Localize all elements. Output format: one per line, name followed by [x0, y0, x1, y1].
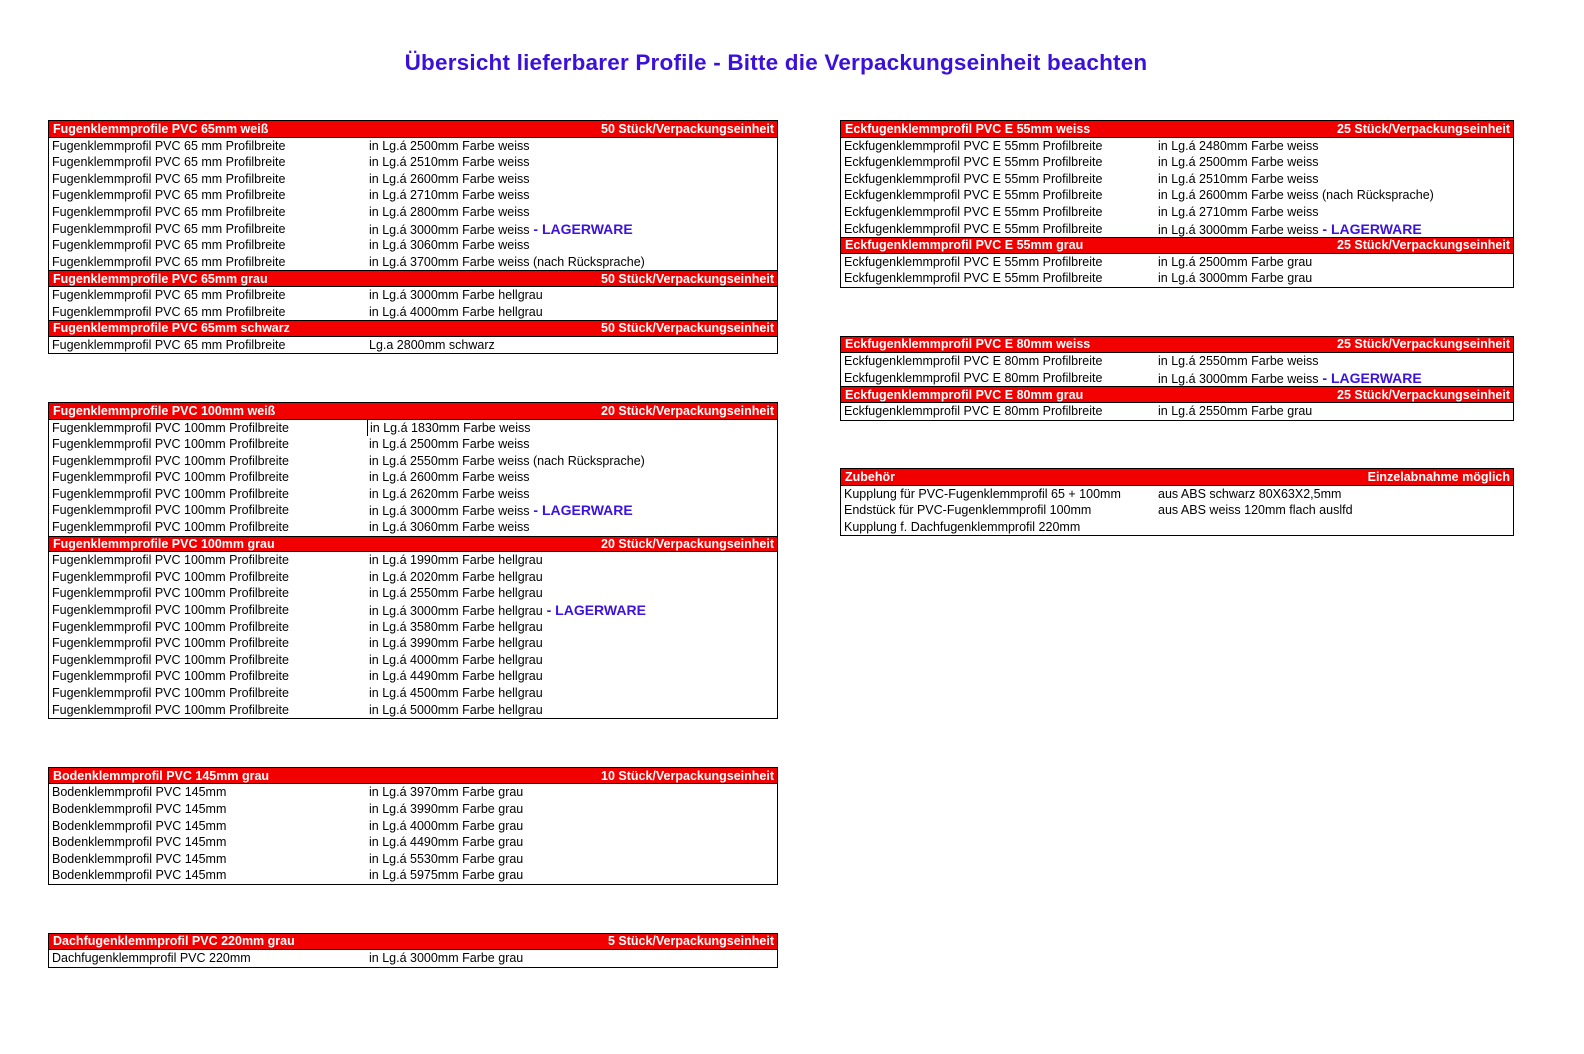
- row-length-color: [369, 304, 543, 321]
- section-title: Eckfugenklemmprofil PVC E 80mm grau: [845, 387, 1084, 402]
- row-description: Eckfugenklemmprofil PVC E 80mm Profilbreite: [844, 354, 1103, 369]
- row-length-color: [1158, 502, 1353, 519]
- row-length-color-text: in Lg.á 2510mm Farbe weiss: [369, 155, 530, 170]
- table-row: [49, 619, 777, 636]
- packaging-unit-label: 5 Stück/Verpackungseinheit: [607, 934, 774, 949]
- row-length-color-text: in Lg.á 2510mm Farbe weiss: [1158, 171, 1319, 186]
- row-length-color: [369, 436, 530, 453]
- row-description: Fugenklemmprofil PVC 100mm Profilbreite: [52, 702, 289, 717]
- table-row: [49, 237, 777, 254]
- row-description: Fugenklemmprofil PVC 65 mm Profilbreite: [52, 238, 286, 253]
- packaging-unit-label: 50 Stück/Verpackungseinheit: [601, 321, 774, 336]
- profile-table-group: [48, 402, 778, 719]
- row-length-color: [1158, 353, 1319, 370]
- table-row: [49, 702, 777, 719]
- row-length-color-text: in Lg.á 3000mm Farbe weiss: [1158, 222, 1319, 237]
- row-length-color-text: in Lg.á 3990mm Farbe hellgrau: [369, 636, 543, 651]
- packaging-unit-label: 10 Stück/Verpackungseinheit: [601, 768, 774, 783]
- packaging-unit-label: 25 Stück/Verpackungseinheit: [1337, 387, 1510, 402]
- row-description: Fugenklemmprofil PVC 65 mm Profilbreite: [52, 171, 286, 186]
- table-section: [49, 768, 777, 884]
- table-row: [49, 635, 777, 652]
- row-length-color-text: in Lg.á 2600mm Farbe weiss: [369, 470, 530, 485]
- profile-table-group: [48, 767, 778, 885]
- row-length-color-text: in Lg.á 5975mm Farbe grau: [369, 868, 524, 883]
- row-length-color: [369, 652, 543, 669]
- row-length-color: [369, 818, 523, 835]
- section-header: [49, 536, 777, 553]
- profile-table-group: [840, 336, 1514, 421]
- row-length-color: [369, 585, 543, 602]
- row-length-color: [369, 635, 543, 652]
- row-description: Dachfugenklemmprofil PVC 220mm: [52, 951, 251, 966]
- table-row: [49, 834, 777, 851]
- table-row: [49, 154, 777, 171]
- section-title: Fugenklemmprofile PVC 100mm grau: [53, 536, 275, 551]
- packaging-unit-label: 20 Stück/Verpackungseinheit: [601, 403, 774, 418]
- row-description: Fugenklemmprofil PVC 65 mm Profilbreite: [52, 204, 286, 219]
- row-description: Eckfugenklemmprofil PVC E 55mm Profilbreite: [844, 221, 1103, 236]
- profile-table-group: [840, 120, 1514, 288]
- row-description: Bodenklemmprofil PVC 145mm: [52, 801, 227, 816]
- page-title: Übersicht lieferbarer Profile - Bitte die Verpackungseinheit beachten: [404, 50, 1148, 75]
- row-description: Fugenklemmprofil PVC 65 mm Profilbreite: [52, 221, 286, 236]
- row-length-color-text: in Lg.á 4490mm Farbe hellgrau: [369, 669, 543, 684]
- row-length-color: [369, 171, 530, 188]
- row-length-color: [369, 204, 530, 221]
- row-description: Fugenklemmprofil PVC 100mm Profilbreite: [52, 553, 289, 568]
- row-description: Eckfugenklemmprofil PVC E 55mm Profilbreite: [844, 254, 1103, 269]
- row-length-color: [1158, 254, 1312, 271]
- profile-table-group: [48, 120, 778, 354]
- lagerware-flag: - LAGERWARE: [1318, 220, 1422, 237]
- row-length-color-text: in Lg.á 2020mm Farbe hellgrau: [369, 569, 543, 584]
- row-length-color: [369, 486, 530, 503]
- table-section: [841, 386, 1513, 419]
- lagerware-flag: - LAGERWARE: [529, 502, 633, 519]
- table-row: [49, 652, 777, 669]
- table-row: [49, 221, 777, 238]
- section-title: Fugenklemmprofile PVC 100mm weiß: [53, 403, 276, 418]
- row-length-color: [1158, 370, 1422, 387]
- row-description: Fugenklemmprofil PVC 65 mm Profilbreite: [52, 304, 286, 319]
- packaging-unit-label: 50 Stück/Verpackungseinheit: [601, 271, 774, 286]
- table-row: [841, 138, 1513, 155]
- row-length-color: [1158, 187, 1434, 204]
- row-length-color-text: in Lg.á 2710mm Farbe weiss: [369, 188, 530, 203]
- table-row: [49, 519, 777, 536]
- row-length-color: [369, 867, 523, 884]
- table-row: [841, 270, 1513, 287]
- row-description: Fugenklemmprofil PVC 100mm Profilbreite: [52, 686, 289, 700]
- row-description: Fugenklemmprofil PVC 100mm Profilbreite: [52, 437, 289, 452]
- row-length-color: [369, 519, 530, 536]
- row-length-color-text: in Lg.á 2600mm Farbe weiss: [369, 171, 530, 186]
- table-row: [841, 171, 1513, 188]
- row-length-color-text: in Lg.á 1990mm Farbe hellgrau: [369, 553, 543, 568]
- row-description: Fugenklemmprofil PVC 100mm Profilbreite: [52, 453, 289, 468]
- row-length-color-text: in Lg.á 2500mm Farbe weiss: [369, 138, 530, 153]
- row-length-color-text: in Lg.á 3580mm Farbe hellgrau: [369, 619, 543, 634]
- table-row: [841, 254, 1513, 271]
- table-row: [49, 851, 777, 868]
- row-length-color: [1158, 138, 1319, 155]
- row-length-color-text: in Lg.á 2550mm Farbe weiss: [1158, 354, 1319, 369]
- table-section: [841, 469, 1513, 535]
- table-section: [841, 337, 1513, 387]
- row-length-color-text: in Lg.á 3000mm Farbe weiss: [1158, 371, 1319, 386]
- table-row: [49, 254, 777, 271]
- row-description: Fugenklemmprofil PVC 65 mm Profilbreite: [52, 138, 286, 153]
- table-row: [49, 304, 777, 321]
- table-row: [49, 171, 777, 188]
- table-row: [49, 668, 777, 685]
- row-length-color-text: in Lg.á 3000mm Farbe weiss: [369, 222, 530, 237]
- section-header: [49, 320, 777, 337]
- section-title: Fugenklemmprofile PVC 65mm schwarz: [53, 321, 290, 336]
- row-length-color: [369, 851, 523, 868]
- row-description: Bodenklemmprofil PVC 145mm: [52, 868, 227, 883]
- table-row: [841, 370, 1513, 387]
- row-length-color: [369, 834, 523, 851]
- row-length-color-text: in Lg.á 2550mm Farbe weiss (nach Rücksprache): [369, 453, 645, 468]
- section-header: [841, 337, 1513, 354]
- row-length-color: [369, 685, 543, 702]
- right-table-column: [840, 120, 1514, 584]
- row-description: Fugenklemmprofil PVC 65 mm Profilbreite: [52, 254, 286, 269]
- row-length-color-text: in Lg.á 2500mm Farbe weiss: [369, 437, 530, 452]
- row-length-color-text: in Lg.á 2500mm Farbe grau: [1158, 254, 1313, 269]
- table-row: [841, 353, 1513, 370]
- section-header: [49, 934, 777, 951]
- table-row: [49, 801, 777, 818]
- row-description: Eckfugenklemmprofil PVC E 55mm Profilbreite: [844, 188, 1103, 203]
- row-description: Bodenklemmprofil PVC 145mm: [52, 851, 227, 866]
- row-length-color: [367, 420, 531, 437]
- table-row: [49, 453, 777, 470]
- row-length-color-text: in Lg.á 4490mm Farbe grau: [369, 835, 524, 850]
- row-description: Fugenklemmprofil PVC 100mm Profilbreite: [52, 503, 289, 518]
- row-description: Fugenklemmprofil PVC 65 mm Profilbreite: [52, 287, 286, 302]
- table-row: [49, 818, 777, 835]
- section-title: Zubehör: [845, 469, 895, 484]
- row-length-color: [369, 337, 495, 354]
- table-row: [841, 519, 1513, 536]
- table-section: [49, 536, 777, 719]
- row-length-color-text: in Lg.á 3000mm Farbe hellgrau: [369, 287, 543, 302]
- row-length-color-text: in Lg.á 4500mm Farbe hellgrau: [369, 686, 543, 700]
- table-section: [49, 121, 777, 270]
- row-length-color-text: in Lg.á 3700mm Farbe weiss (nach Rücksprache): [369, 254, 645, 269]
- table-row: [841, 154, 1513, 171]
- row-length-color-text: in Lg.á 2620mm Farbe weiss: [369, 486, 530, 501]
- row-length-color-text: in Lg.á 2480mm Farbe weiss: [1158, 138, 1319, 153]
- packaging-unit-label: 25 Stück/Verpackungseinheit: [1337, 337, 1510, 352]
- row-description: Fugenklemmprofil PVC 100mm Profilbreite: [52, 569, 289, 584]
- row-length-color: [369, 237, 530, 254]
- section-title: Fugenklemmprofile PVC 65mm weiß: [53, 121, 269, 136]
- table-section: [841, 121, 1513, 237]
- section-header: [49, 403, 777, 420]
- section-title: Eckfugenklemmprofil PVC E 55mm grau: [845, 238, 1084, 253]
- section-title: Eckfugenklemmprofil PVC E 80mm weiss: [845, 337, 1091, 352]
- row-length-color: [1158, 204, 1319, 221]
- left-table-column: [48, 120, 778, 1015]
- row-length-color-text: aus ABS schwarz 80X63X2,5mm: [1158, 486, 1342, 501]
- packaging-unit-label: 20 Stück/Verpackungseinheit: [601, 536, 774, 551]
- row-description: Kupplung für PVC-Fugenklemmprofil 65 + 100mm: [844, 486, 1121, 501]
- row-description: Fugenklemmprofil PVC 100mm Profilbreite: [52, 486, 289, 501]
- table-row: [841, 187, 1513, 204]
- row-description: Fugenklemmprofil PVC 100mm Profilbreite: [52, 619, 289, 634]
- packaging-unit-label: 50 Stück/Verpackungseinheit: [601, 121, 774, 136]
- section-header: [49, 768, 777, 785]
- table-row: [49, 569, 777, 586]
- row-description: Fugenklemmprofil PVC 100mm Profilbreite: [52, 586, 289, 601]
- row-length-color: [1158, 154, 1319, 171]
- row-description: Fugenklemmprofil PVC 65 mm Profilbreite: [52, 155, 286, 170]
- row-length-color: [1158, 270, 1312, 287]
- row-length-color: [369, 784, 523, 801]
- row-length-color: [369, 801, 523, 818]
- row-length-color-text: in Lg.á 3000mm Farbe hellgrau: [369, 604, 543, 619]
- row-length-color-text: in Lg.á 1830mm Farbe weiss: [370, 420, 531, 435]
- section-header: [841, 386, 1513, 403]
- row-length-color-text: in Lg.á 5000mm Farbe hellgrau: [369, 702, 543, 717]
- row-length-color-text: in Lg.á 2500mm Farbe weiss: [1158, 155, 1319, 170]
- row-length-color: [369, 469, 530, 486]
- row-description: Eckfugenklemmprofil PVC E 55mm Profilbreite: [844, 155, 1103, 170]
- row-length-color: [369, 187, 530, 204]
- row-length-color-text: in Lg.á 3990mm Farbe grau: [369, 801, 524, 816]
- row-length-color-text: in Lg.á 4000mm Farbe hellgrau: [369, 652, 543, 667]
- table-row: [841, 204, 1513, 221]
- row-length-color: [1158, 486, 1341, 503]
- row-length-color: [369, 602, 646, 619]
- row-description: Eckfugenklemmprofil PVC E 80mm Profilbreite: [844, 403, 1103, 418]
- section-title: Fugenklemmprofile PVC 65mm grau: [53, 271, 268, 286]
- table-section: [49, 403, 777, 536]
- section-header: [841, 121, 1513, 138]
- lagerware-flag: - LAGERWARE: [1318, 369, 1422, 386]
- row-length-color-text: in Lg.á 3060mm Farbe weiss: [369, 238, 530, 253]
- row-length-color: [369, 619, 543, 636]
- row-description: Kupplung f. Dachfugenklemmprofil 220mm: [844, 519, 1081, 534]
- table-row: [49, 436, 777, 453]
- row-length-color: [369, 950, 523, 967]
- row-description: Fugenklemmprofil PVC 65 mm Profilbreite: [52, 337, 286, 352]
- table-section: [49, 934, 777, 967]
- row-length-color: [1158, 221, 1422, 238]
- table-row: [49, 187, 777, 204]
- section-title: Bodenklemmprofil PVC 145mm grau: [53, 768, 270, 783]
- row-length-color: [369, 453, 645, 470]
- row-description: Fugenklemmprofil PVC 100mm Profilbreite: [52, 420, 289, 435]
- row-length-color-text: in Lg.á 2800mm Farbe weiss: [369, 204, 530, 219]
- row-description: Eckfugenklemmprofil PVC E 55mm Profilbreite: [844, 204, 1103, 219]
- row-length-color: [369, 254, 645, 271]
- row-description: Fugenklemmprofil PVC 100mm Profilbreite: [52, 636, 289, 651]
- table-row: [49, 950, 777, 967]
- row-description: Eckfugenklemmprofil PVC E 55mm Profilbreite: [844, 171, 1103, 186]
- table-row: [841, 502, 1513, 519]
- row-length-color: [369, 569, 543, 586]
- lagerware-flag: - LAGERWARE: [542, 602, 646, 619]
- packaging-unit-label: 25 Stück/Verpackungseinheit: [1337, 121, 1510, 136]
- row-length-color-text: aus ABS weiss 120mm flach auslfd: [1158, 503, 1353, 518]
- packaging-unit-label: 25 Stück/Verpackungseinheit: [1337, 238, 1510, 253]
- row-length-color-text: in Lg.á 2600mm Farbe weiss (nach Rücksprache): [1158, 188, 1434, 203]
- table-row: [841, 221, 1513, 238]
- table-row: [49, 420, 777, 437]
- row-length-color-text: in Lg.á 2550mm Farbe grau: [1158, 403, 1313, 418]
- row-length-color: [369, 154, 530, 171]
- table-row: [49, 602, 777, 619]
- table-row: [49, 469, 777, 486]
- row-length-color: [369, 221, 633, 238]
- row-description: Bodenklemmprofil PVC 145mm: [52, 818, 227, 833]
- row-length-color: [369, 287, 543, 304]
- row-length-color: [369, 502, 633, 519]
- packaging-unit-label: Einzelabnahme möglich: [1367, 469, 1510, 484]
- row-length-color: [369, 552, 543, 569]
- row-length-color-text: in Lg.á 3000mm Farbe grau: [1158, 271, 1313, 286]
- table-row: [49, 138, 777, 155]
- row-description: Eckfugenklemmprofil PVC E 55mm Profilbreite: [844, 138, 1103, 153]
- row-length-color-text: Lg.a 2800mm schwarz: [369, 337, 495, 352]
- section-title: Dachfugenklemmprofil PVC 220mm grau: [53, 934, 295, 949]
- section-header: [841, 469, 1513, 486]
- table-row: [841, 486, 1513, 503]
- row-description: Bodenklemmprofil PVC 145mm: [52, 835, 227, 850]
- table-row: [49, 784, 777, 801]
- row-description: Fugenklemmprofil PVC 100mm Profilbreite: [52, 520, 289, 535]
- row-length-color-text: in Lg.á 2710mm Farbe weiss: [1158, 204, 1319, 219]
- row-length-color-text: in Lg.á 3000mm Farbe grau: [369, 951, 524, 966]
- table-row: [49, 204, 777, 221]
- table-row: [49, 502, 777, 519]
- row-length-color: [369, 702, 543, 719]
- table-row: [49, 337, 777, 354]
- table-row: [841, 403, 1513, 420]
- row-length-color-text: in Lg.á 4000mm Farbe grau: [369, 818, 524, 833]
- row-length-color-text: in Lg.á 4000mm Farbe hellgrau: [369, 304, 543, 319]
- table-section: [49, 320, 777, 353]
- section-header: [49, 121, 777, 138]
- row-length-color: [369, 138, 530, 155]
- row-description: Bodenklemmprofil PVC 145mm: [52, 785, 227, 800]
- row-description: Fugenklemmprofil PVC 100mm Profilbreite: [52, 669, 289, 684]
- profile-table-group: [48, 933, 778, 968]
- row-length-color-text: in Lg.á 5530mm Farbe grau: [369, 851, 524, 866]
- section-title: Eckfugenklemmprofil PVC E 55mm weiss: [845, 121, 1091, 136]
- lagerware-flag: - LAGERWARE: [529, 220, 633, 237]
- table-row: [49, 552, 777, 569]
- row-description: Fugenklemmprofil PVC 65 mm Profilbreite: [52, 188, 286, 203]
- row-length-color-text: in Lg.á 2550mm Farbe hellgrau: [369, 586, 543, 601]
- table-row: [49, 685, 777, 702]
- row-length-color-text: in Lg.á 3060mm Farbe weiss: [369, 520, 530, 535]
- row-description: Eckfugenklemmprofil PVC E 55mm Profilbreite: [844, 271, 1103, 286]
- table-section: [841, 237, 1513, 287]
- row-length-color: [1158, 403, 1312, 420]
- table-row: [49, 287, 777, 304]
- row-description: Fugenklemmprofil PVC 100mm Profilbreite: [52, 470, 289, 485]
- table-row: [49, 867, 777, 884]
- row-length-color: [1158, 171, 1319, 188]
- row-description: Endstück für PVC-Fugenklemmprofil 100mm: [844, 503, 1092, 518]
- row-length-color: [369, 668, 543, 685]
- table-section: [49, 270, 777, 320]
- row-length-color-text: in Lg.á 3000mm Farbe weiss: [369, 504, 530, 519]
- row-length-color-text: in Lg.á 3970mm Farbe grau: [369, 785, 524, 800]
- profile-table-group: [840, 468, 1514, 536]
- row-description: Eckfugenklemmprofil PVC E 80mm Profilbreite: [844, 370, 1103, 385]
- row-description: Fugenklemmprofil PVC 100mm Profilbreite: [52, 652, 289, 667]
- table-row: [49, 486, 777, 503]
- row-description: Fugenklemmprofil PVC 100mm Profilbreite: [52, 603, 289, 618]
- table-row: [49, 585, 777, 602]
- section-header: [841, 237, 1513, 254]
- section-header: [49, 270, 777, 287]
